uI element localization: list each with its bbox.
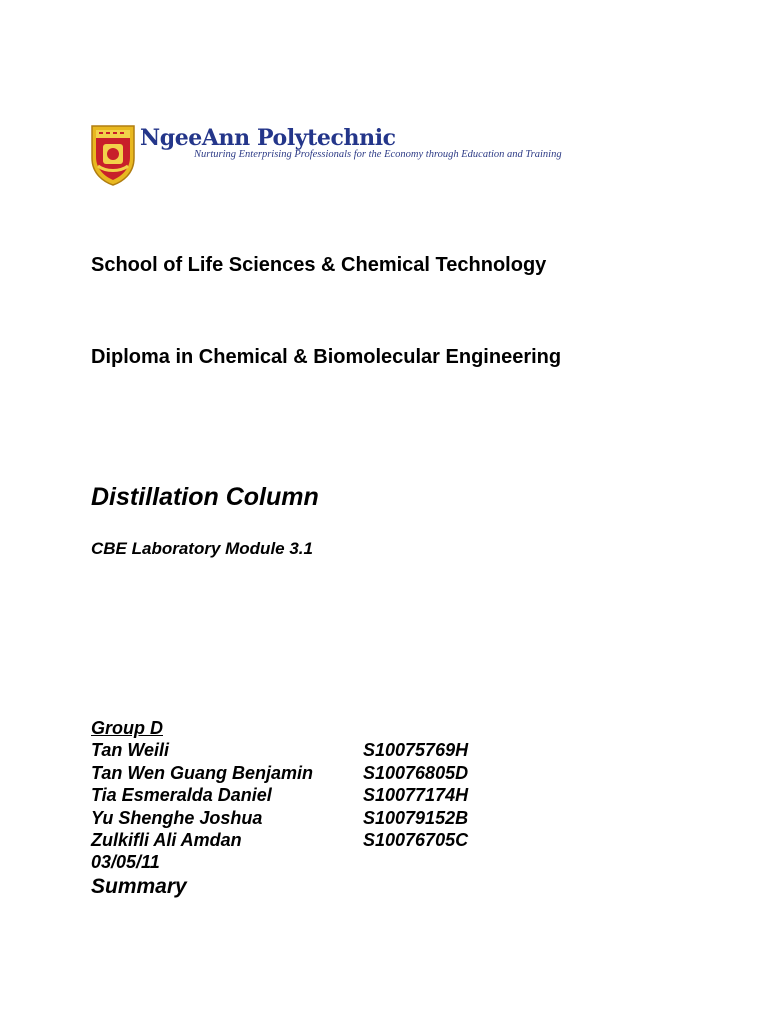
logo-name: NgeeAnn Polytechnic (140, 125, 396, 151)
member-id: S10077174H (363, 785, 469, 805)
crest-icon (90, 124, 136, 186)
member-row (91, 807, 511, 830)
member-name: Tan Wen Guang Benjamin (91, 762, 314, 783)
group-label: Group D (91, 718, 163, 738)
member-id: S10079152B (363, 807, 469, 828)
member-row (91, 762, 511, 785)
member-name: Tan Weili (91, 740, 170, 760)
school-name: School of Life Sciences & Chemical Technology (91, 254, 547, 276)
member-row (91, 739, 511, 762)
member-name: Yu Shenghe Joshua (91, 807, 263, 828)
report-title: Distillation Column (91, 483, 319, 511)
diploma-name: Diploma in Chemical & Biomolecular Engineering (91, 346, 562, 368)
member-row (91, 829, 511, 852)
member-row (91, 784, 511, 807)
member-name: Tia Esmeralda Daniel (91, 785, 272, 805)
member-list (91, 739, 511, 852)
logo-tagline: Nurturing Enterprising Professionals for the Economy through Education and Training (194, 149, 562, 160)
summary-heading: Summary (91, 875, 187, 898)
report-date: 03/05/11 (91, 852, 160, 872)
module-name: CBE Laboratory Module 3.1 (91, 539, 313, 558)
member-id: S10075769H (363, 740, 469, 760)
member-id: S10076805D (363, 762, 469, 783)
member-id: S10076705C (363, 830, 469, 850)
institution-logo (90, 124, 560, 188)
member-name: Zulkifli Ali Amdan (91, 830, 242, 850)
